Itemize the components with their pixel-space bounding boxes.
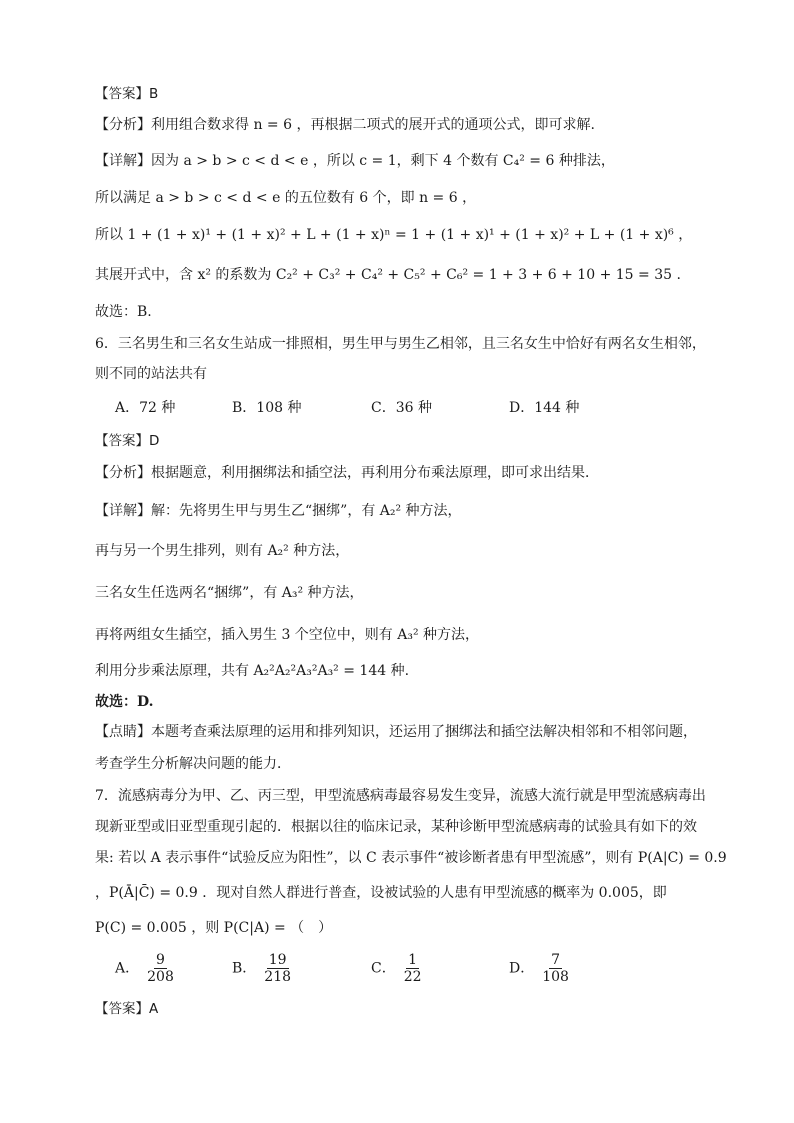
q7-option-a-numerator: 9 [156, 952, 165, 968]
detail-q6-1: 【详解】解：先将男生甲与男生乙“捆绑”，有 A₂² 种方法， [95, 503, 462, 519]
detail-q5-4: 其展开式中，含 x² 的系数为 C₂² + C₃² + C₄² + C₅² + C₆² = 1 + 3 + 6 + 10 + 15 = 35 . [95, 267, 681, 283]
answer-q6: 【答案】D [95, 433, 160, 449]
question-7-line2: 现新亚型或旧亚型重现引起的．根据以往的临床记录，某种诊断甲型流感病毒的试验具有如下的效 [95, 819, 697, 835]
q7-option-a-letter: A． [115, 960, 140, 977]
question-6-line1: 6．三名男生和三名女生站成一排照相，男生甲与男生乙相邻，且三名女生中恰好有两名女生相邻， [95, 336, 706, 352]
q7-option-d [509, 952, 571, 985]
q7-option-b-numerator: 19 [268, 952, 287, 968]
q6-option-d: D．144 种 [509, 400, 580, 416]
q6-option-c: C．36 种 [371, 400, 432, 416]
question-7-line4: ，P(Ā|C̄) = 0.9 ．现对自然人群进行普查，设被试验的人患有甲型流感的概率为 0.005，即 [95, 885, 667, 901]
q7-option-d-fraction [540, 952, 571, 985]
q7-option-c-letter: C． [371, 960, 396, 977]
q7-option-d-letter: D． [509, 960, 535, 977]
detail-q6-2: 再与另一个男生排列，则有 A₂² 种方法， [95, 543, 350, 559]
q7-option-c [371, 952, 424, 985]
q7-option-a-denominator: 208 [147, 969, 174, 985]
q7-option-b-letter: B． [232, 960, 257, 977]
conclusion-q6: 故选：D. [95, 694, 154, 710]
question-7-line3: 果: 若以 A 表示事件“试验反应为阳性”，以 C 表示事件“被诊断者患有甲型流感”，则有 P(A|C) = 0.9 [95, 850, 727, 866]
q6-option-b: B．108 种 [232, 400, 302, 416]
question-6-line2: 则不同的站法共有 [95, 366, 207, 382]
q6-option-a: A．72 种 [115, 400, 176, 416]
detail-q6-4: 再将两组女生插空，插入男生 3 个空位中，则有 A₃² 种方法， [95, 627, 480, 643]
detail-q6-3: 三名女生任选两名“捆绑”，有 A₃² 种方法， [95, 585, 364, 601]
comment-q6-line2: 考查学生分析解决问题的能力． [95, 756, 291, 772]
analysis-q5: 【分析】利用组合数求得 n = 6 ，再根据二项式的展开式的通项公式，即可求解. [95, 117, 595, 133]
answer-q7: 【答案】A [95, 1001, 159, 1017]
q7-option-b-fraction [262, 952, 293, 985]
q7-option-b [232, 952, 293, 985]
analysis-q6: 【分析】根据题意，利用捆绑法和插空法，再利用分布乘法原理，即可求出结果． [95, 465, 599, 481]
q7-option-d-numerator: 7 [551, 952, 561, 968]
q7-option-b-denominator: 218 [264, 969, 292, 985]
q7-option-d-denominator: 108 [542, 969, 569, 985]
answer-q5: 【答案】B [95, 86, 159, 102]
q7-option-a-fraction [145, 952, 176, 985]
q7-option-a [115, 952, 176, 985]
detail-q5-2: 所以满足 a > b > c < d < e 的五位数有 6 个，即 n = 6 ， [95, 190, 477, 206]
detail-q5-3: 所以 1 + (1 + x)¹ + (1 + x)² + L + (1 + x)ⁿ = 1 + (1 + x)¹ + (1 + x)² + L + (1 + x)⁶ ， [95, 227, 693, 243]
conclusion-q5: 故选：B. [95, 304, 152, 320]
q7-option-c-numerator: 1 [408, 952, 418, 968]
q7-option-c-fraction [402, 952, 424, 985]
comment-q6-line1: 【点睛】本题考查乘法原理的运用和排列知识，还运用了捆绑法和插空法解决相邻和不相邻问题， [95, 724, 697, 740]
question-7-line1: 7．流感病毒分为甲、乙、丙三型，甲型流感病毒最容易发生变异，流感大流行就是甲型流感病毒出 [95, 788, 706, 804]
detail-q6-5: 利用分步乘法原理，共有 A₂²A₂²A₃²A₃² = 144 种. [95, 663, 410, 679]
question-7-line5: P(C) = 0.005 ，则 P(C|A) = （ ） [95, 920, 333, 936]
detail-q5-1: 【详解】因为 a > b > c < d < e ，所以 c = 1，剩下 4 个数有 C₄² = 6 种排法， [95, 153, 615, 169]
q7-option-c-denominator: 22 [403, 969, 422, 985]
